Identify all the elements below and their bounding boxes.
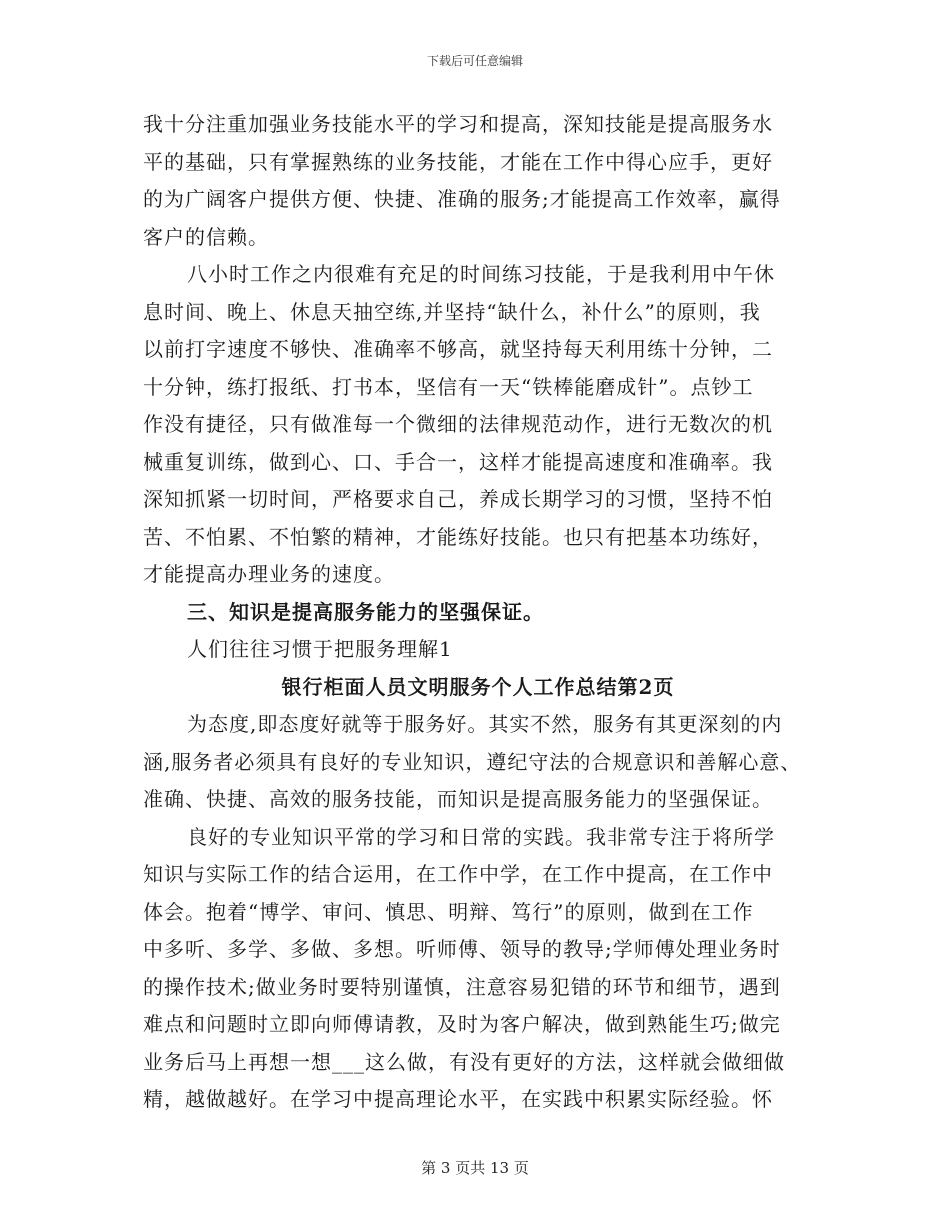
paragraph-line: 客户的信赖。: [143, 224, 269, 249]
paragraph-line: 械重复训练，做到心、口、手合一，这样才能提高速度和准确率。我: [143, 449, 773, 474]
paragraph-line: 业务后马上再想一想___这么做，有没有更好的方法，这样就会做细做: [143, 1049, 785, 1074]
paragraph-line: 涵,服务者必须具有良好的专业知识，遵纪守法的合规意识和善解心意、: [143, 749, 802, 774]
paragraph-line: 的操作技术;做业务时要特别谨慎，注意容易犯错的环节和细节，遇到: [143, 974, 781, 999]
paragraph-line: 难点和问题时立即向师傅请教，及时为客户解决，做到熟能生巧;做完: [143, 1012, 781, 1036]
paragraph-line: 良好的专业知识平常的学习和日常的实践。我非常专注于将所学: [187, 824, 775, 849]
paragraph-line: 八小时工作之内很难有充足的时间练习技能，于是我利用中午休: [187, 262, 775, 286]
paragraph-line: 体会。抱着“博学、审问、慎思、明辩、笃行”的原则，做到在工作: [143, 899, 754, 924]
page-footer: 第 3 页共 13 页: [421, 1159, 529, 1177]
document-body: [143, 106, 813, 1119]
paragraph-line: 为态度,即态度好就等于服务好。其实不然，服务有其更深刻的内: [187, 712, 783, 736]
paragraph-line: 苦、不怕累、不怕繁的精神，才能练好技能。也只有把基本功练好，: [143, 524, 773, 549]
paragraph-line: 我十分注重加强业务技能水平的学习和提高，深知技能是提高服务水: [143, 112, 773, 136]
paragraph-line: 十分钟，练打报纸、打书本，坚信有一天“铁棒能磨成针”。点钞工: [143, 374, 754, 399]
page-title: 银行柜面人员文明服务个人工作总结第2页: [281, 674, 675, 699]
page-header: 下载后可任意编辑: [426, 54, 523, 68]
paragraph-line: 以前打字速度不够快、准确率不够高，就坚持每天利用练十分钟，二: [143, 337, 773, 361]
paragraph-line: 息时间、晚上、休息天抽空练,并坚持“缺什么，补什么”的原则，我: [143, 299, 761, 324]
paragraph-line: 知识与实际工作的结合运用，在工作中学，在工作中提高，在工作中: [143, 862, 773, 886]
paragraph-line: 作没有捷径，只有做准每一个微细的法律规范动作，进行无数次的机: [143, 412, 773, 436]
paragraph-line: 的为广阔客户提供方便、快捷、准确的服务;才能提高工作效率，赢得: [143, 187, 781, 211]
section-heading: 三、知识是提高服务能力的坚强保证。: [187, 599, 544, 624]
paragraph-line: 人们往往习惯于把服务理解1: [187, 637, 453, 661]
paragraph-line: 深知抓紧一切时间，严格要求自己，养成长期学习的习惯，坚持不怕: [143, 487, 773, 511]
paragraph-line: 精，越做越好。在学习中提高理论水平，在实践中积累实际经验。怀: [143, 1087, 773, 1111]
paragraph-line: 才能提高办理业务的速度。: [143, 562, 395, 586]
paragraph-line: 中多听、多学、多做、多想。听师傅、领导的教导;学师傅处理业务时: [143, 937, 781, 961]
paragraph-line: 平的基础，只有掌握熟练的业务技能，才能在工作中得心应手，更好: [143, 149, 773, 174]
paragraph-line: 准确、快捷、高效的服务技能，而知识是提高服务能力的坚强保证。: [143, 787, 773, 811]
